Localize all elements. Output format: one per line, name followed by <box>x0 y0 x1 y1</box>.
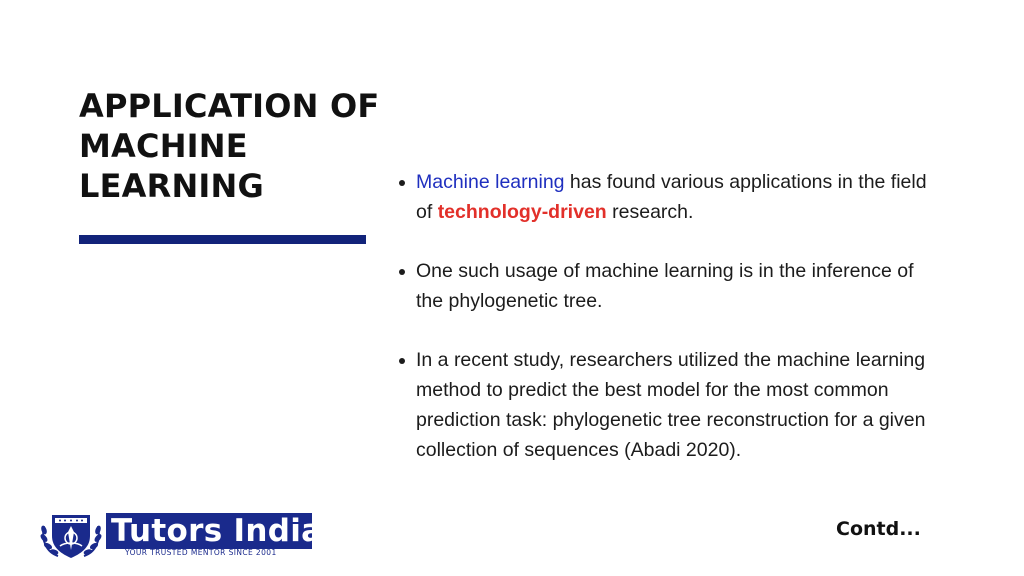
bullet-item <box>398 256 943 316</box>
tutors-india-logo <box>38 510 323 560</box>
title-underline-bar <box>79 235 366 244</box>
slide-title <box>79 86 389 206</box>
logo-tagline: YOUR TRUSTED MENTOR SINCE 2001 <box>125 548 277 557</box>
bullet-item <box>398 345 943 465</box>
bullet-text: has found various applications in the field of <box>416 171 927 223</box>
laurel-shield-emblem-icon <box>38 510 104 560</box>
highlight-machine-learning: Machine learning <box>416 171 565 193</box>
highlight-technology-driven: technology-driven <box>437 201 607 223</box>
slide-title-line: LEARNING <box>79 167 264 205</box>
bullet-text: One such usage of machine learning is in the inference of the phylogenetic tree. <box>416 260 914 312</box>
bullet-list <box>398 167 943 494</box>
bullet-text: In a recent study, researchers utilized the machine learning method to predict the best model for the most common prediction task: phylogenetic tree reconstruction for a given collection of sequences (Abadi 2020). <box>416 349 926 461</box>
bullet-text: research. <box>606 201 694 223</box>
slide-title-line: APPLICATION OF <box>79 87 380 125</box>
contd-label: Contd... <box>836 518 921 540</box>
slide-title-line: MACHINE <box>79 127 248 165</box>
bullet-item <box>398 167 943 227</box>
logo-name: Tutors India <box>111 513 323 549</box>
